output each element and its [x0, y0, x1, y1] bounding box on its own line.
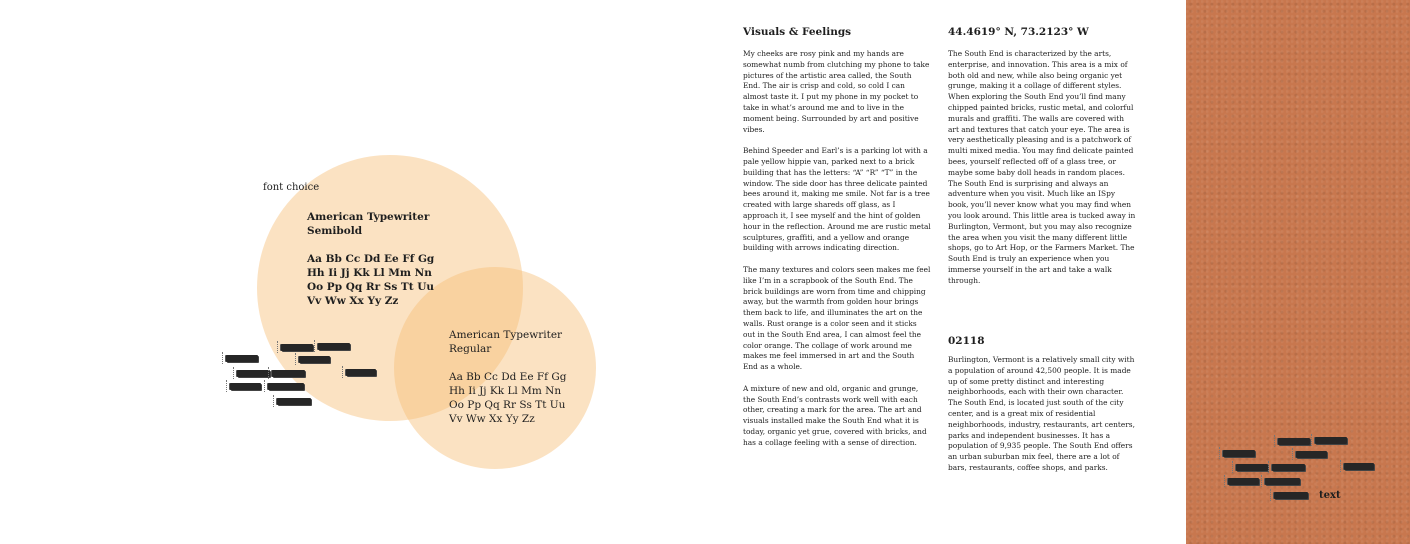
brick-mark — [318, 343, 350, 350]
panel-text-label: text — [1319, 490, 1341, 501]
alphabet-sample-line: Oo Pp Qq Rr Ss Tt Uu — [449, 399, 566, 411]
brick-mark — [237, 370, 270, 377]
visuals-paragraph: My cheeks are rosy pink and my hands are somewhat numb from clutching my phone to take pictures of the artistic area called, the South End. The air is crisp and cold, so cold I can almost taste it. I put my phone in my pocket to take in what’s around me and to live in the moment being. Surrounded by art and positive vibes. — [743, 49, 930, 134]
brick-mark — [226, 355, 258, 362]
brick-mark — [1265, 478, 1300, 485]
rust-texture-panel — [1186, 0, 1410, 544]
alphabet-sample-line: Vv Ww Xx Yy Zz — [307, 295, 399, 307]
zip-title: 02118 — [948, 335, 985, 347]
brick-mark — [281, 344, 313, 351]
alphabet-sample-line: Aa Bb Cc Dd Ee Ff Gg — [307, 253, 435, 265]
zip-body — [948, 355, 1137, 485]
typeface-two-name: American Typewriter — [449, 329, 563, 341]
zip-paragraph: Burlington, Vermont is a relatively small city with a population of around 42,500 people. It is made up of some pretty distinct and interesting neighborhoods, each with their own character. The South End, is located just south of the city center, and is a great mix of residential neighborhoods, industry, restaurants, art centers, parks and independent businesses. It has a population of 9,935 people. The South End offers an urban suburban mix feel, there are a lot of bars, restaurants, coffee shops, and parks. — [948, 355, 1135, 472]
brick-mark — [299, 356, 330, 363]
alphabet-sample-line: Oo Pp Qq Rr Ss Tt Uu — [307, 281, 435, 293]
visuals-paragraph: Behind Speeder and Earl’s is a parking lot with a pale yellow hippie van, parked next to a brick building that has the letters: “A” “R” “T” in the window. The side door has three delicate painted bees around it, making me smile. Not far is a tree created with large shareds off glass, as I approach it, I see myself and the hint of golden hour in the reflection. Around me are rustic metal sculptures, graffiti, and a yellow and orange building with arrows indicating direction. — [743, 146, 931, 253]
brick-mark — [277, 398, 311, 405]
brick-mark — [1272, 464, 1305, 471]
visuals-paragraph: The many textures and colors seen makes me feel like I’m in a scrapbook of the South End. The brick buildings are worn from time and chipping away, but the warmth from golden hour brings them back to life, and illuminates the art on the walls. Rust orange is a color seen and it sticks out in the South End area, I can almost feel the color orange. The collage of work around me makes me feel immersed in art and the South End as a whole. — [743, 264, 931, 372]
alphabet-sample-line: Aa Bb Cc Dd Ee Ff Gg — [449, 371, 567, 383]
typeface-one-weight: Semibold — [307, 225, 363, 237]
brick-mark — [1296, 451, 1327, 458]
alphabet-sample-line: Hh Ii Jj Kk Ll Mm Nn — [307, 267, 432, 279]
venn-circle-small — [394, 267, 596, 469]
brick-mark — [1315, 437, 1347, 444]
brick-mark — [230, 383, 261, 390]
brick-mark — [1278, 438, 1310, 445]
brick-mark — [1228, 478, 1259, 485]
brick-mark — [1223, 450, 1255, 457]
brick-mark — [346, 369, 376, 376]
alphabet-sample-line: Vv Ww Xx Yy Zz — [449, 413, 535, 425]
alphabet-sample-line: Hh Ii Jj Kk Ll Mm Nn — [449, 385, 562, 397]
typeface-two-weight: Regular — [449, 343, 492, 355]
font-choice-label: font choice — [263, 182, 320, 193]
coordinates-body — [948, 49, 1137, 297]
visuals-paragraph: A mixture of new and old, organic and grunge, the South End’s contrasts work well with each other, creating a mark for the area. The art and visuals installed make the South End what it is today, organic yet grue, covered with bricks, and has a collage feeling with a sense of direction. — [743, 383, 927, 447]
brick-mark — [1344, 463, 1374, 470]
coordinates-title: 44.4619° N, 73.2123° W — [948, 26, 1089, 38]
visuals-title: Visuals & Feelings — [743, 26, 852, 38]
brick-mark — [268, 383, 304, 390]
brick-mark — [272, 370, 305, 377]
brick-mark — [1236, 464, 1268, 471]
brick-mark — [1274, 492, 1308, 499]
coordinates-paragraph: The South End is characterized by the arts, enterprise, and innovation. This area is a mix of both old and new, while also being organic yet grunge, making it a collage of different styles. When exploring the South End you’ll find many chipped painted bricks, rustic metal, and colorful murals and graffiti. The walls are covered with art and textures that catch your eye. The area is very aesthetically pleasing and is a patchwork of multi mixed media. You may find delicate painted bees, yourself reflected off of a glass tree, or maybe some baby doll heads in random places. The South End is surprising and always an adventure when you visit. Much like an ISpy book, you’ll never know what you may find when you look around. This little area is tucked away in Burlington, Vermont, but you may also recognize the area when you visit the many different little shops, go to Art Hop, or the Farmers Market. The South End is truly an experience when you immerse yourself in the art and take a walk through. — [948, 49, 1136, 285]
typeface-one-name: American Typewriter — [307, 211, 430, 223]
visuals-body — [743, 49, 931, 459]
